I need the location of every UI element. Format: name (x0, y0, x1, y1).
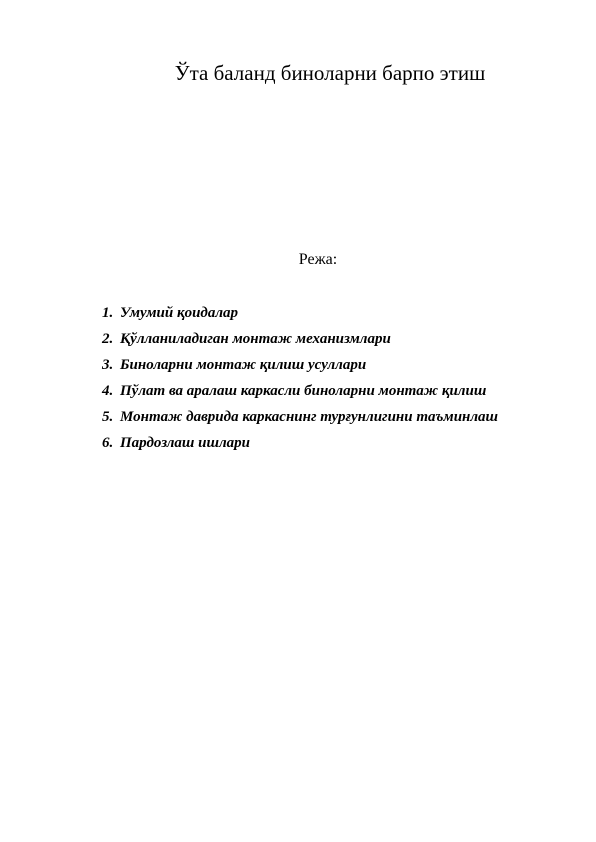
plan-item-text: Умумий қоидалар (120, 305, 239, 321)
plan-item-number: 5. (102, 409, 114, 425)
plan-heading: Режа: (298, 251, 338, 268)
plan-item-text: Монтаж даврида каркаснинг турғунлигини таъминлаш (120, 409, 499, 425)
plan-item-number: 2. (102, 331, 114, 347)
plan-item-number: 3. (102, 357, 114, 373)
plan-item-text: Қўлланиладиган монтаж механизмлари (120, 331, 391, 347)
plan-list (102, 303, 498, 459)
plan-item-1 (102, 303, 498, 329)
plan-item-number: 1. (102, 305, 114, 321)
plan-item-6 (102, 433, 498, 459)
plan-item-3 (102, 355, 498, 381)
plan-item-number: 4. (102, 383, 114, 399)
plan-item-text: Биноларни монтаж қилиш усуллари (120, 357, 367, 373)
plan-item-text: Пардозлаш ишлари (120, 435, 251, 451)
plan-item-text: Пўлат ва аралаш каркасли биноларни монтаж қилиш (120, 383, 487, 399)
plan-item-number: 6. (102, 435, 114, 451)
plan-item-2 (102, 329, 498, 355)
page-title: Ўта баланд биноларни барпо этиш (174, 61, 486, 85)
plan-item-4 (102, 381, 498, 407)
plan-item-5 (102, 407, 498, 433)
